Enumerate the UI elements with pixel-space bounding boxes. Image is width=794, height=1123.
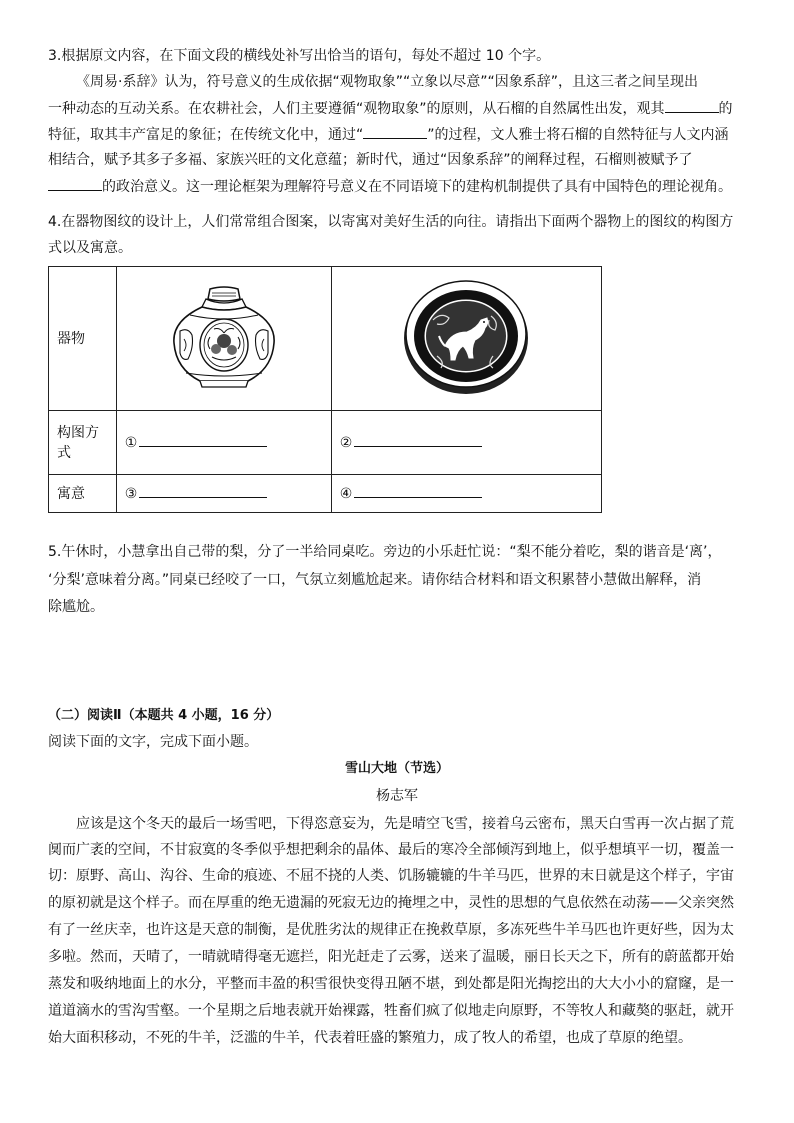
jar-illustration-cell [116,267,331,411]
q5-line: 除尴尬。 [48,599,104,615]
q4-title: 4.在器物图纹的设计上，人们常常组合图案，以寄寓对美好生活的向往。请指出下面两个器物上的图纹的构图方 [48,214,734,230]
answer-line-1[interactable] [139,432,267,447]
answer-marker-2: ② [339,435,353,451]
q3-text: 的政治意义。这一理论框架为理解符号意义在不同语境下的建构机制提供了具有中国特色的理论视角。 [102,179,732,195]
q3-paragraph-line: 相结合，赋予其多子多福、家族兴旺的文化意蕴；新时代，通过“因象系辞”的阐释过程，石榴则被赋予了 [48,152,693,168]
row-label-meaning: 寓意 [49,475,117,513]
article-body-line: 的原初就是这个样子。而在厚重的绝无遗漏的死寂无边的掩埋之中，灵性的思想的气息依然在动荡——父亲突然 [48,895,734,911]
row-label-composition: 构图方 式 [49,411,117,475]
fill-blank-2[interactable] [363,124,427,139]
q3-title: 3.根据原文内容，在下面文段的横线处补写出恰当的语句，每处不超过 10 个字。 [48,48,551,64]
article-body-line: 蒸发和吸纳地面上的水分，平整而丰盈的积雪很快变得丑陋不堪，到处都是阳光掏挖出的大大小小的窟窿，是一 [48,976,734,992]
q5-line: ‘分梨’意味着分离。”同桌已经咬了一口，气氛立刻尴尬起来。请你结合材料和语文积累替小慧做出解释，消 [48,572,702,588]
plate-illustration [401,276,531,396]
plate-illustration-cell [331,267,601,411]
article-body-line: 应该是这个冬天的最后一场雪吧，下得恣意妄为，先是晴空飞雪，接着乌云密布，黑天白雪再一次占据了荒 [76,816,734,832]
q5-line: 5.午休时，小慧拿出自己带的梨，分了一半给同桌吃。旁边的小乐赶忙说：“梨不能分着吃，梨的谐音是‘离’， [48,544,722,560]
q3-text: 的 [718,101,733,117]
q3-paragraph-line [48,176,732,197]
q3-text: 一种动态的互动关系。在农耕社会，人们主要遵循“观物取象”的原则，从石榴的自然属性出发，观其 [48,101,665,117]
answer-cell-4[interactable] [331,475,601,513]
jar-illustration [166,283,282,389]
article-body-line: 有了一丝庆幸，也许这是天意的制衡，是优胜劣汰的规律正在挽救草原，多冻死些牛羊马匹也许更好些，因为太 [48,922,734,938]
answer-marker-4: ④ [339,486,353,502]
answer-marker-3: ③ [124,486,138,502]
article-body-line: 阒而广袤的空间，不甘寂寞的冬季似乎想把剩余的晶体、最后的寒冷全部倾泻到地上，似乎想填平一切，覆盖一 [48,842,734,858]
answer-marker-1: ① [124,435,138,451]
article-body-line: 多啦。然而，天晴了，一晴就晴得毫无遮拦，阳光赶走了云雾，送来了温暖，丽日长天之下，所有的蔚蓝都开始 [48,949,734,965]
q3-text: ”的过程，文人雅士将石榴的自然特征与人文内涵 [427,127,729,143]
row-label-object: 器物 [49,267,117,411]
article-title: 雪山大地（节选） [344,761,449,776]
q3-text: 特征，取其丰产富足的象征；在传统文化中，通过“ [48,127,364,143]
artifact-table [48,266,602,513]
article-body-line: 始大面积移动，不死的牛羊，泛滥的牛羊，代表着旺盛的繁殖力，成了牧人的希望，也成了草原的绝望。 [48,1030,692,1046]
q3-paragraph-line [48,124,729,145]
answer-line-4[interactable] [354,483,482,498]
article-author: 杨志军 [376,788,418,804]
answer-line-3[interactable] [139,483,267,498]
q3-paragraph-line: 《周易·系辞》认为，符号意义的生成依据“观物取象”“立象以尽意”“因象系辞”，且这三者之间呈现出 [76,74,698,90]
fill-blank-1[interactable] [665,98,719,113]
answer-cell-1[interactable] [116,411,331,475]
answer-line-2[interactable] [354,432,482,447]
article-body-line: 道道滴水的雪沟雪壑。一个星期之后地表就开始裸露，牲畜们疯了似地走向原野，不等牧人和藏獒的驱赶，就开 [48,1003,734,1019]
q3-paragraph-line [48,98,733,119]
article-body-line: 切：原野、高山、沟谷、生命的痕迹、不屈不挠的人类、饥肠辘辘的牛羊马匹，世界的末日就是这个样子，宇宙 [48,868,734,884]
q4-title-cont: 式以及寓意。 [48,240,132,256]
section-instruction: 阅读下面的文字，完成下面小题。 [48,734,258,750]
answer-cell-2[interactable] [331,411,601,475]
fill-blank-3[interactable] [48,176,102,191]
section-heading: （二）阅读Ⅱ（本题共 4 小题，16 分） [48,708,280,723]
answer-cell-3[interactable] [116,475,331,513]
